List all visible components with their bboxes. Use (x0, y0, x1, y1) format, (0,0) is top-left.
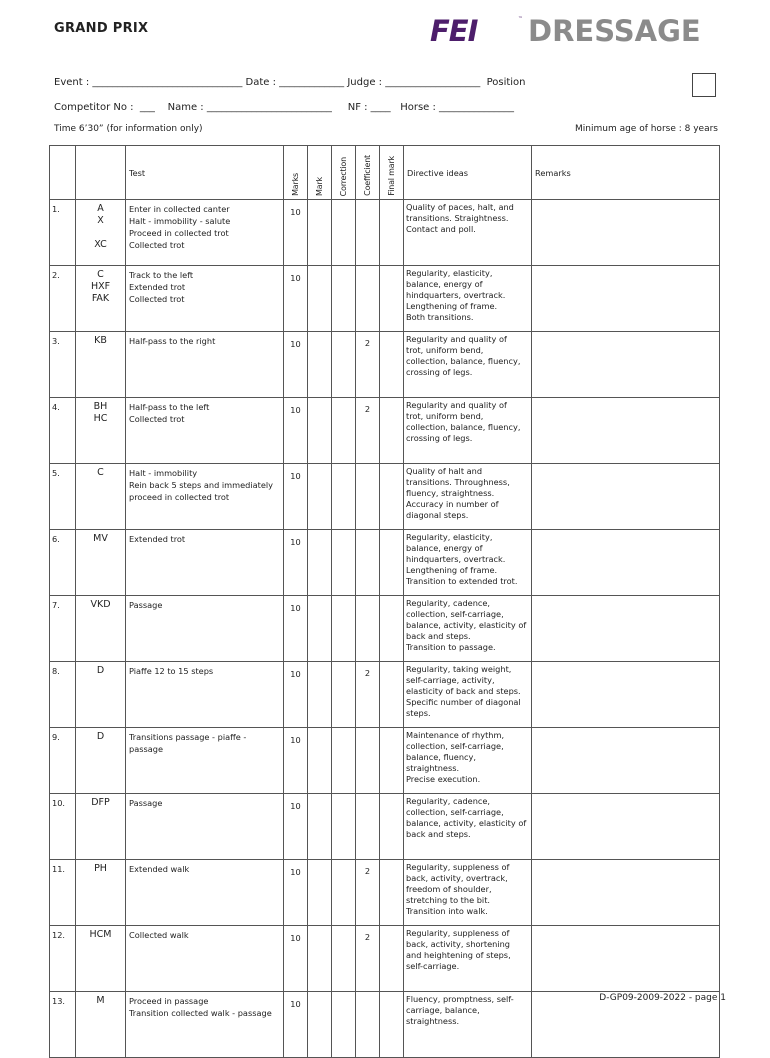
directive-text: back, activity, overtrack, (406, 873, 508, 883)
directive-text: Lengthening of frame. (406, 565, 498, 575)
movement-number: 4. (50, 398, 76, 464)
movement-number: 2. (50, 266, 76, 332)
remarks-cell[interactable] (532, 530, 720, 596)
correction-cell[interactable] (332, 464, 356, 530)
arena-letters (76, 728, 126, 794)
remarks-cell[interactable] (532, 926, 720, 992)
max-marks: 10 (284, 398, 308, 464)
directive-text: stretching to the bit. (406, 895, 491, 905)
mark-cell[interactable] (308, 662, 332, 728)
correction-cell[interactable] (332, 860, 356, 926)
directive-text: and heightening of steps, (406, 950, 511, 960)
correction-cell[interactable] (332, 728, 356, 794)
table-row (50, 926, 720, 992)
arena-letters (76, 596, 126, 662)
table-row (50, 662, 720, 728)
directive-text: Transition to extended trot. (406, 576, 518, 586)
directive-ideas (404, 332, 532, 398)
directive-ideas (404, 530, 532, 596)
coefficient-cell (356, 530, 380, 596)
final-mark-cell[interactable] (380, 332, 404, 398)
header-number (50, 146, 76, 200)
header-marks: Marks (284, 146, 308, 200)
header-remarks: Remarks (532, 146, 720, 200)
arena-letters (76, 266, 126, 332)
correction-cell[interactable] (332, 398, 356, 464)
arena-letter: MV (93, 533, 108, 544)
arena-letter: FAK (91, 293, 110, 304)
directive-text: Regularity, cadence, (406, 796, 491, 806)
time-note: Time 6’30” (for information only) (54, 124, 203, 134)
directive-text: collection, self-carriage, (406, 609, 504, 619)
coefficient-cell (356, 728, 380, 794)
directive-text: trot, uniform bend, (406, 345, 484, 355)
movement-description (126, 530, 284, 596)
movement-description (126, 332, 284, 398)
max-marks: 10 (284, 926, 308, 992)
remarks-cell[interactable] (532, 794, 720, 860)
mark-cell[interactable] (308, 200, 332, 266)
directive-text: Quality of halt and (406, 466, 483, 476)
final-mark-cell[interactable] (380, 860, 404, 926)
max-marks: 10 (284, 266, 308, 332)
arena-letters (76, 464, 126, 530)
directive-text: crossing of legs. (406, 433, 473, 443)
header-test: Test (126, 146, 284, 200)
directive-text: Both transitions. (406, 312, 474, 322)
max-marks: 10 (284, 794, 308, 860)
movement-text: passage (129, 744, 163, 754)
arena-letters (76, 200, 126, 266)
directive-text: transitions. Throughness, (406, 477, 510, 487)
coefficient-cell: 2 (356, 662, 380, 728)
directive-text: Regularity, elasticity, (406, 532, 493, 542)
mark-cell[interactable] (308, 530, 332, 596)
directive-text: trot, uniform bend, (406, 411, 484, 421)
movement-number: 9. (50, 728, 76, 794)
directive-ideas (404, 662, 532, 728)
directive-text: crossing of legs. (406, 367, 473, 377)
arena-letter: XC (94, 239, 107, 250)
directive-text: balance, energy of (406, 279, 483, 289)
movement-number: 11. (50, 860, 76, 926)
directive-text: Quality of paces, halt, and (406, 202, 514, 212)
movement-description (126, 266, 284, 332)
table-row (50, 728, 720, 794)
mark-cell[interactable] (308, 464, 332, 530)
table-row (50, 794, 720, 860)
directive-text: straightness. (406, 763, 460, 773)
directive-text: transitions. Straightness. (406, 213, 509, 223)
arena-letter: DFP (91, 797, 110, 808)
table-row (50, 398, 720, 464)
event-date-judge-line: Event : ______________________________ Date : _____________ Judge : ___________________ Position (54, 77, 526, 88)
mark-cell[interactable] (308, 398, 332, 464)
directive-text: collection, self-carriage, (406, 807, 504, 817)
max-marks: 10 (284, 200, 308, 266)
directive-text: balance, energy of (406, 543, 483, 553)
fei-logo-mark: FEI (430, 14, 478, 48)
arena-letter: D (96, 665, 105, 676)
directive-text: Specific number of diagonal (406, 697, 521, 707)
coefficient-cell: 2 (356, 398, 380, 464)
remarks-cell[interactable] (532, 200, 720, 266)
directive-ideas (404, 200, 532, 266)
correction-cell[interactable] (332, 530, 356, 596)
fei-dressage-logo (430, 14, 732, 48)
mark-cell[interactable] (308, 266, 332, 332)
directive-text: elasticity of back and steps. (406, 686, 521, 696)
directive-text: balance, fluency, (406, 752, 476, 762)
final-mark-cell[interactable] (380, 464, 404, 530)
arena-letters (76, 860, 126, 926)
arena-letter: D (96, 731, 105, 742)
movement-description (126, 464, 284, 530)
arena-letters (76, 398, 126, 464)
arena-letter: BH (93, 401, 108, 412)
page-footer: D-GP09-2009-2022 - page 1 (599, 993, 726, 1003)
remarks-cell[interactable] (532, 596, 720, 662)
arena-letter: HCM (89, 929, 112, 940)
arena-letter: HXF (90, 281, 111, 292)
correction-cell[interactable] (332, 662, 356, 728)
directive-text: Regularity and quality of (406, 334, 507, 344)
directive-text: collection, balance, fluency, (406, 356, 521, 366)
arena-letter: PH (94, 863, 107, 874)
arena-letter: KB (94, 335, 107, 346)
directive-text: Contact and poll. (406, 224, 476, 234)
directive-text: Regularity, suppleness of (406, 928, 510, 938)
movement-number: 13. (50, 992, 76, 1058)
directive-ideas (404, 464, 532, 530)
correction-cell[interactable] (332, 596, 356, 662)
directive-text: hindquarters, overtrack. (406, 290, 506, 300)
directive-ideas (404, 992, 532, 1058)
directive-text: fluency, straightness. (406, 488, 495, 498)
final-mark-cell[interactable] (380, 200, 404, 266)
arena-letter (76, 227, 125, 239)
directive-text: Lengthening of frame. (406, 301, 498, 311)
directive-text: back and steps. (406, 829, 471, 839)
directive-text: Maintenance of rhythm, (406, 730, 505, 740)
movement-text: Piaffe 12 to 15 steps (129, 666, 214, 676)
position-box[interactable] (692, 73, 716, 97)
correction-cell[interactable] (332, 992, 356, 1058)
table-header-row (50, 146, 720, 200)
coefficient-cell (356, 464, 380, 530)
movement-text: Collected walk (129, 930, 189, 940)
directive-text: self-carriage, activity, (406, 675, 495, 685)
directive-ideas (404, 926, 532, 992)
directive-text: Regularity, elasticity, (406, 268, 493, 278)
header-coefficient: Coefficient (356, 146, 380, 200)
directive-text: self-carriage. (406, 961, 460, 971)
movement-text: Rein back 5 steps and immediately (129, 480, 274, 490)
movement-number: 10. (50, 794, 76, 860)
arena-letter: M (96, 995, 105, 1006)
directive-text: back, activity, shortening (406, 939, 510, 949)
movement-description (126, 596, 284, 662)
directive-text: Fluency, promptness, self- (406, 994, 514, 1004)
movement-number: 5. (50, 464, 76, 530)
directive-text: Accuracy in number of (406, 499, 499, 509)
movement-text: Extended walk (129, 864, 190, 874)
movement-number: 6. (50, 530, 76, 596)
mark-cell[interactable] (308, 794, 332, 860)
movement-description (126, 926, 284, 992)
max-marks: 10 (284, 728, 308, 794)
remarks-cell[interactable] (532, 398, 720, 464)
directive-text: balance, activity, elasticity of (406, 620, 527, 630)
dressage-wordmark: DRESSAGE (528, 14, 701, 48)
arena-letters (76, 662, 126, 728)
max-marks: 10 (284, 662, 308, 728)
movement-text: Half-pass to the left (129, 402, 210, 412)
movement-text: Track to the left (129, 270, 194, 280)
movement-number: 7. (50, 596, 76, 662)
movement-description (126, 794, 284, 860)
directive-text: straightness. (406, 1016, 460, 1026)
movement-number: 12. (50, 926, 76, 992)
remarks-cell[interactable] (532, 662, 720, 728)
final-mark-cell[interactable] (380, 794, 404, 860)
coefficient-cell (356, 266, 380, 332)
directive-text: Precise execution. (406, 774, 481, 784)
arena-letters (76, 794, 126, 860)
directive-text: Regularity, suppleness of (406, 862, 510, 872)
table-row (50, 200, 720, 266)
movement-description (126, 398, 284, 464)
max-marks: 10 (284, 992, 308, 1058)
movement-text: Transitions passage - piaffe - (129, 732, 247, 742)
coefficient-cell (356, 596, 380, 662)
movement-text: Collected trot (129, 240, 185, 250)
correction-cell[interactable] (332, 266, 356, 332)
directive-text: balance, activity, elasticity of (406, 818, 527, 828)
movement-text: Collected trot (129, 294, 185, 304)
remarks-cell[interactable] (532, 728, 720, 794)
remarks-cell[interactable] (532, 332, 720, 398)
directive-ideas (404, 596, 532, 662)
final-mark-cell[interactable] (380, 728, 404, 794)
mark-cell[interactable] (308, 860, 332, 926)
movement-text: Halt - immobility (129, 468, 198, 478)
movement-description (126, 860, 284, 926)
header-letters (76, 146, 126, 200)
coefficient-cell: 2 (356, 860, 380, 926)
arena-letter: C (97, 467, 104, 478)
movement-text: proceed in collected trot (129, 492, 230, 502)
movement-number: 8. (50, 662, 76, 728)
table-row (50, 332, 720, 398)
header-directive-ideas: Directive ideas (404, 146, 532, 200)
correction-cell[interactable] (332, 200, 356, 266)
mark-cell[interactable] (308, 992, 332, 1058)
final-mark-cell[interactable] (380, 266, 404, 332)
table-row (50, 464, 720, 530)
directive-text: freedom of shoulder, (406, 884, 492, 894)
directive-text: back and steps. (406, 631, 471, 641)
remarks-cell[interactable] (532, 464, 720, 530)
directive-ideas (404, 398, 532, 464)
arena-letter: HC (93, 413, 108, 424)
max-marks: 10 (284, 332, 308, 398)
movement-text: Proceed in collected trot (129, 228, 229, 238)
mark-cell[interactable] (308, 332, 332, 398)
directive-ideas (404, 860, 532, 926)
remarks-cell[interactable] (532, 860, 720, 926)
max-marks: 10 (284, 860, 308, 926)
directive-ideas (404, 794, 532, 860)
arena-letters (76, 332, 126, 398)
movement-description (126, 200, 284, 266)
directive-text: Regularity and quality of (406, 400, 507, 410)
movement-description (126, 992, 284, 1058)
final-mark-cell[interactable] (380, 992, 404, 1058)
movement-description (126, 728, 284, 794)
competitor-name-horse-line: Competitor No : ___ Name : _________________________ NF : ____ Horse : _______________ (54, 102, 515, 113)
final-mark-cell[interactable] (380, 596, 404, 662)
directive-text: collection, balance, fluency, (406, 422, 521, 432)
movement-number: 3. (50, 332, 76, 398)
mark-cell[interactable] (308, 926, 332, 992)
final-mark-cell[interactable] (380, 662, 404, 728)
directive-text: collection, self-carriage, (406, 741, 504, 751)
coefficient-cell: 2 (356, 332, 380, 398)
header-correction: Correction (332, 146, 356, 200)
directive-ideas (404, 728, 532, 794)
arena-letters (76, 926, 126, 992)
directive-text: diagonal steps. (406, 510, 469, 520)
table-row (50, 596, 720, 662)
directive-text: Regularity, taking weight, (406, 664, 512, 674)
scoring-table (49, 145, 720, 1058)
final-mark-cell[interactable] (380, 398, 404, 464)
max-marks: 10 (284, 596, 308, 662)
test-title: GRAND PRIX (54, 21, 149, 36)
coefficient-cell (356, 794, 380, 860)
coefficient-cell (356, 200, 380, 266)
max-marks: 10 (284, 464, 308, 530)
movement-text: Proceed in passage (129, 996, 209, 1006)
mark-cell[interactable] (308, 728, 332, 794)
movement-number: 1. (50, 200, 76, 266)
directive-text: carriage, balance, (406, 1005, 480, 1015)
movement-text: Enter in collected canter (129, 204, 230, 214)
movement-text: Passage (129, 600, 163, 610)
arena-letters (76, 992, 126, 1058)
arena-letter: A (97, 203, 104, 214)
header-final-mark: Final mark (380, 146, 404, 200)
movement-description (126, 662, 284, 728)
remarks-cell[interactable] (532, 266, 720, 332)
movement-text: Halt - immobility - salute (129, 216, 231, 226)
movement-text: Collected trot (129, 414, 185, 424)
arena-letter: VKD (90, 599, 111, 610)
correction-cell[interactable] (332, 332, 356, 398)
final-mark-cell[interactable] (380, 926, 404, 992)
movement-text: Extended trot (129, 282, 186, 292)
trademark-symbol: ™ (518, 16, 523, 22)
movement-text: Passage (129, 798, 163, 808)
table-row (50, 530, 720, 596)
minimum-age-note: Minimum age of horse : 8 years (575, 124, 718, 134)
arena-letter: C (97, 269, 104, 280)
directive-ideas (404, 266, 532, 332)
header-mark: Mark (308, 146, 332, 200)
correction-cell[interactable] (332, 926, 356, 992)
directive-text: Transition into walk. (406, 906, 488, 916)
movement-text: Half-pass to the right (129, 336, 216, 346)
movement-text: Transition collected walk - passage (129, 1008, 272, 1018)
directive-text: Transition to passage. (406, 642, 496, 652)
arena-letter: X (97, 215, 104, 226)
table-row (50, 860, 720, 926)
movement-text: Extended trot (129, 534, 186, 544)
directive-text: hindquarters, overtrack. (406, 554, 506, 564)
coefficient-cell (356, 992, 380, 1058)
directive-text: steps. (406, 708, 431, 718)
directive-text: Regularity, cadence, (406, 598, 491, 608)
mark-cell[interactable] (308, 596, 332, 662)
max-marks: 10 (284, 530, 308, 596)
final-mark-cell[interactable] (380, 530, 404, 596)
coefficient-cell: 2 (356, 926, 380, 992)
correction-cell[interactable] (332, 794, 356, 860)
table-row (50, 266, 720, 332)
arena-letters (76, 530, 126, 596)
